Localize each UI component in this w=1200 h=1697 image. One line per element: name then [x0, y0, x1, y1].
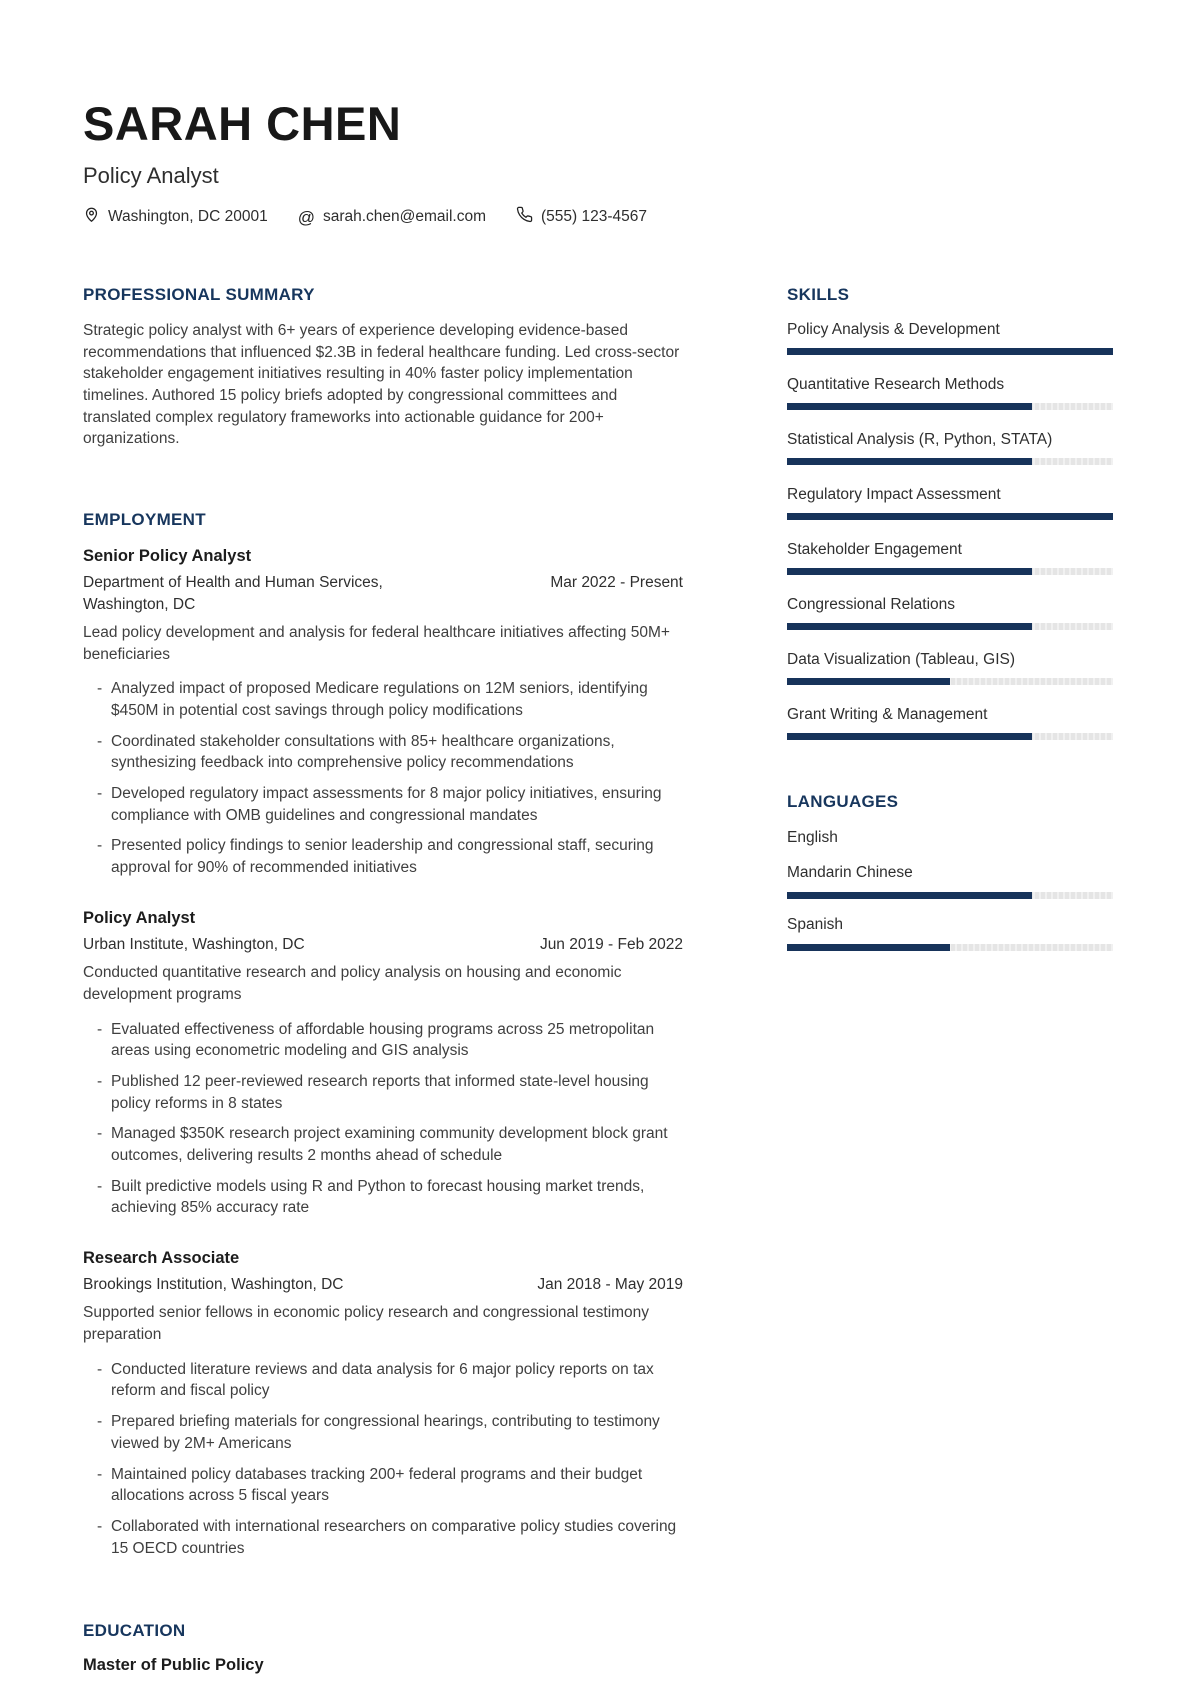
- job-bullet: - Built predictive models using R and Python to forecast housing market trends, achieving 85% accuracy rate: [83, 1176, 683, 1219]
- section-employment: [83, 510, 683, 1559]
- skill-bar-track: [787, 458, 1113, 465]
- skill-item: [787, 321, 1113, 355]
- skill-bar-fill: [787, 678, 950, 685]
- skill-label: Quantitative Research Methods: [787, 376, 1005, 393]
- job-dates: Jan 2018 - May 2019: [537, 1276, 683, 1293]
- left-column: [83, 285, 683, 1675]
- job-bullet: - Analyzed impact of proposed Medicare regulations on 12M seniors, identifying $450M in potential cost savings through policy modifications: [83, 678, 683, 721]
- section-skills: [787, 285, 1113, 740]
- employment-heading: EMPLOYMENT: [83, 510, 206, 530]
- skill-bar-fill: [787, 623, 1032, 630]
- skills-heading: SKILLS: [787, 285, 850, 304]
- contact-location-text: Washington, DC 20001: [108, 208, 268, 225]
- at-sign-icon: @: [297, 207, 315, 227]
- skill-bar-track: [787, 944, 1113, 951]
- skill-bar-fill: [787, 403, 1032, 410]
- job-meta: [83, 934, 683, 955]
- skill-label: Regulatory Impact Assessment: [787, 486, 1001, 503]
- job-dates: Jun 2019 - Feb 2022: [539, 935, 683, 953]
- job-bullets: [83, 1359, 683, 1560]
- job-title: Senior Policy Analyst: [83, 547, 252, 566]
- contact-email-text: sarah.chen@email.com: [322, 208, 487, 225]
- job-bullet: - Managed $350K research project examining community development block grant outcomes, delivering results 2 months ahead of schedule: [83, 1123, 683, 1166]
- skill-bar-fill: [787, 944, 950, 951]
- skill-bar-track: [787, 348, 1113, 355]
- languages-heading: LANGUAGES: [787, 792, 899, 811]
- skill-bar-fill: [787, 568, 1032, 575]
- education-heading: EDUCATION: [83, 1621, 186, 1641]
- job-entry: [83, 547, 683, 879]
- skill-bar-track: [787, 623, 1113, 630]
- skill-item: [787, 486, 1113, 520]
- skill-label: Policy Analysis & Development: [787, 321, 1000, 338]
- skill-item: [787, 596, 1113, 630]
- language-item: [787, 916, 1113, 951]
- job-bullet: - Evaluated effectiveness of affordable housing programs across 25 metropolitan areas using econometric modeling and GIS analysis: [83, 1019, 683, 1062]
- job-description: Supported senior fellows in economic policy research and congressional testimony preparation: [83, 1304, 650, 1344]
- section-education: [83, 1621, 683, 1675]
- skill-label: Data Visualization (Tableau, GIS): [787, 651, 1016, 668]
- language-item: [787, 864, 1113, 899]
- summary-heading: PROFESSIONAL SUMMARY: [83, 285, 315, 304]
- skill-item: [787, 376, 1113, 410]
- right-column: [787, 285, 1113, 1675]
- job-bullet: - Coordinated stakeholder consultations with 85+ healthcare organizations, synthesizing feedback into comprehensive policy recommendations: [83, 731, 683, 774]
- skill-bar-track: [787, 513, 1113, 520]
- job-entry: [83, 909, 683, 1219]
- skill-bar-fill: [787, 892, 1032, 899]
- skill-bar-fill: [787, 348, 1113, 355]
- language-item: [787, 829, 1113, 847]
- resume-header: [83, 97, 1113, 228]
- job-bullets: [83, 1019, 683, 1220]
- contact-phone-text: (555) 123-4567: [541, 208, 648, 225]
- job-company: Urban Institute, Washington, DC: [83, 935, 305, 953]
- job-bullet: - Developed regulatory impact assessments for 8 major policy initiatives, ensuring compliance with OMB guidelines and congressional mandates: [83, 783, 683, 826]
- contact-phone: [516, 206, 647, 228]
- job-dates: Mar 2022 - Present: [550, 574, 683, 592]
- skill-bar-track: [787, 568, 1113, 575]
- skills-list: [787, 321, 1113, 740]
- section-professional-summary: [83, 285, 683, 450]
- job-bullet: - Maintained policy databases tracking 200+ federal programs and their budget allocations across 5 fiscal years: [83, 1464, 683, 1507]
- job-company: Brookings Institution, Washington, DC: [83, 1276, 344, 1293]
- skill-item: [787, 651, 1113, 685]
- skill-label: Grant Writing & Management: [787, 706, 988, 723]
- contact-row: [83, 206, 1113, 228]
- skill-item: [787, 706, 1113, 740]
- map-pin-icon: [83, 206, 100, 228]
- skill-bar-track: [787, 403, 1113, 410]
- language-label: Spanish: [787, 916, 844, 933]
- skill-bar-fill: [787, 733, 1032, 740]
- contact-email: [298, 208, 486, 226]
- skill-bar-track: [787, 892, 1113, 899]
- skill-label: Stakeholder Engagement: [787, 541, 962, 558]
- contact-location: [83, 206, 268, 228]
- jobs-list: [83, 547, 683, 1559]
- job-title: Research Associate: [83, 1249, 240, 1267]
- summary-text: Strategic policy analyst with 6+ years of experience developing evidence-based recommendations that influenced $2.3B in federal healthcare funding. Led cross-sector stakeholder engagement initiatives resulting in 40% faster policy implementation timelines. Authored 15 policy briefs adopted by congressional committees and translated complex regulatory frameworks into actionable guidance for 200+ organizations.: [83, 322, 680, 448]
- job-bullet: - Published 12 peer-reviewed research reports that informed state-level housing policy reforms in 8 states: [83, 1071, 683, 1114]
- job-bullet: - Conducted literature reviews and data analysis for 6 major policy reports on tax reform and fiscal policy: [83, 1359, 683, 1402]
- skill-item: [787, 431, 1113, 465]
- person-name: SARAH CHEN: [83, 97, 402, 150]
- education-degree: Master of Public Policy: [83, 1656, 264, 1675]
- job-meta: [83, 572, 683, 615]
- skill-item: [787, 541, 1113, 575]
- skill-label: Congressional Relations: [787, 596, 956, 613]
- language-label: English: [787, 829, 838, 846]
- language-label: Mandarin Chinese: [787, 864, 913, 881]
- job-entry: [83, 1249, 683, 1559]
- job-bullet: - Prepared briefing materials for congressional hearings, contributing to testimony viewed by 2M+ Americans: [83, 1411, 683, 1454]
- job-description: Conducted quantitative research and policy analysis on housing and economic development programs: [83, 964, 622, 1003]
- skill-bar-fill: [787, 458, 1032, 465]
- job-description: Lead policy development and analysis for federal healthcare initiatives affecting 50M+ beneficiaries: [83, 623, 670, 663]
- job-bullets: [83, 678, 683, 879]
- skill-label: Statistical Analysis (R, Python, STATA): [787, 431, 1053, 448]
- job-bullet: - Presented policy findings to senior leadership and congressional staff, securing approval for 90% of recommended initiatives: [83, 835, 683, 878]
- skill-bar-track: [787, 678, 1113, 685]
- languages-list: [787, 829, 1113, 951]
- job-bullet: - Collaborated with international researchers on comparative policy studies covering 15 OECD countries: [83, 1516, 683, 1559]
- job-meta: [83, 1274, 683, 1295]
- job-title: Policy Analyst: [83, 908, 196, 927]
- section-languages: [787, 792, 1113, 951]
- phone-icon: [516, 206, 533, 228]
- skill-bar-fill: [787, 513, 1113, 520]
- person-job-title: Policy Analyst: [83, 163, 219, 188]
- skill-bar-track: [787, 733, 1113, 740]
- job-company: Department of Health and Human Services, Washington, DC: [83, 574, 383, 613]
- content-columns: [83, 285, 1113, 1675]
